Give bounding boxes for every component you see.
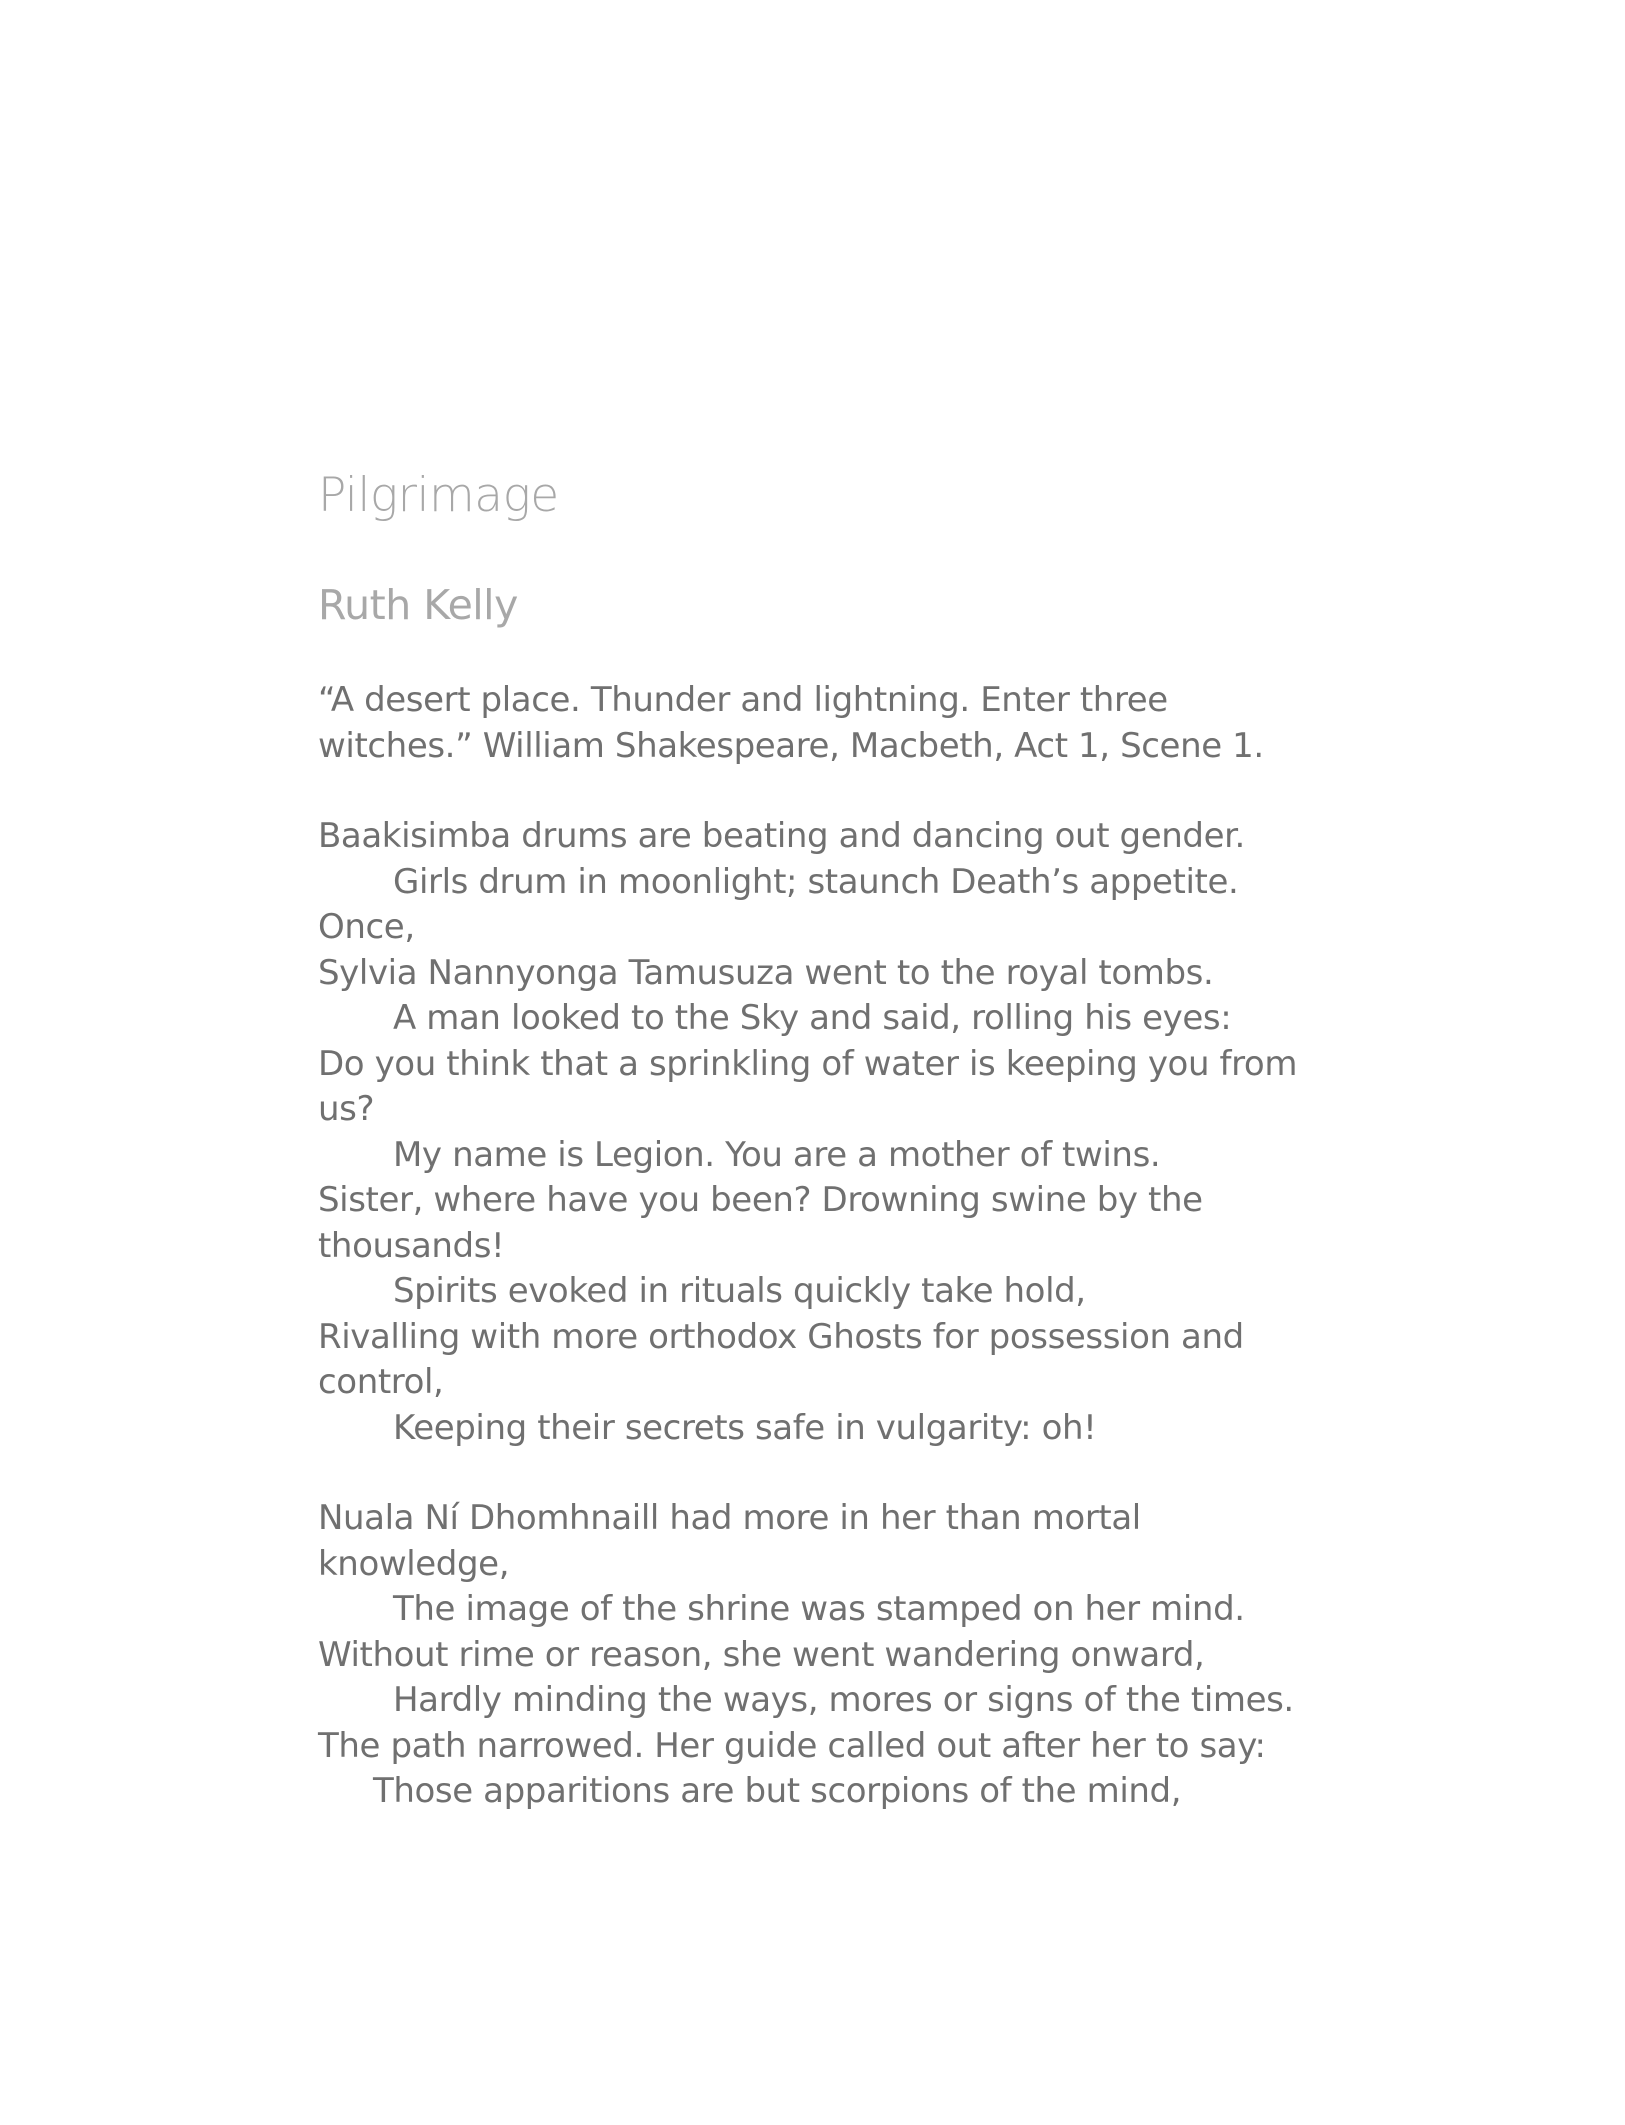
poem-line: Keeping their secrets safe in vulgarity: oh! [393, 1407, 1097, 1448]
stanza-2 [318, 1496, 1318, 1815]
poem-line: My name is Legion. You are a mother of twins. [393, 1134, 1161, 1175]
epigraph-line: witches.” William Shakespeare, Macbeth, Act 1, Scene 1. [318, 725, 1264, 766]
poem-line: Once, [318, 907, 415, 947]
poem-line: us? [318, 1089, 375, 1129]
poem-line: thousands! [318, 1225, 505, 1266]
poem-line: The path narrowed. Her guide called out after her to say: [318, 1725, 1266, 1766]
poem-author: Ruth Kelly [318, 581, 518, 629]
epigraph-line: “A desert place. Thunder and lightning. Enter three [318, 680, 1168, 720]
poem-line: Nuala Ní Dhomhnaill had more in her than mortal [318, 1498, 1141, 1538]
epigraph [318, 678, 1318, 769]
poem-line: Sister, where have you been? Drowning swine by the [318, 1180, 1203, 1220]
poem-title: Pilgrimage [318, 468, 559, 523]
poem-line: The image of the shrine was stamped on her mind. [393, 1589, 1245, 1629]
poem-line: Without rime or reason, she went wandering onward, [318, 1634, 1205, 1675]
poem-line: knowledge, [318, 1543, 510, 1584]
poem-line: Do you think that a sprinkling of water is keeping you from [318, 1043, 1298, 1084]
poem-line: Those apparitions are but scorpions of the mind, [373, 1771, 1182, 1811]
poem-line: Rivalling with more orthodox Ghosts for possession and [318, 1316, 1244, 1357]
poem-line: Spirits evoked in rituals quickly take hold, [393, 1271, 1086, 1311]
poem-line: Baakisimba drums are beating and dancing out gender. [318, 816, 1245, 856]
poem-line: control, [318, 1362, 444, 1402]
poem-line: Sylvia Nannyonga Tamusuza went to the royal tombs. [318, 952, 1214, 993]
poem-line: Hardly minding the ways, mores or signs of the times. [393, 1680, 1294, 1720]
poem-line: Girls drum in moonlight; staunch Death’s appetite. [393, 861, 1239, 902]
poem-line: A man looked to the Sky and said, rolling his eyes: [393, 998, 1232, 1038]
poem-content [318, 466, 1318, 1815]
stanza-1 [318, 814, 1318, 1451]
